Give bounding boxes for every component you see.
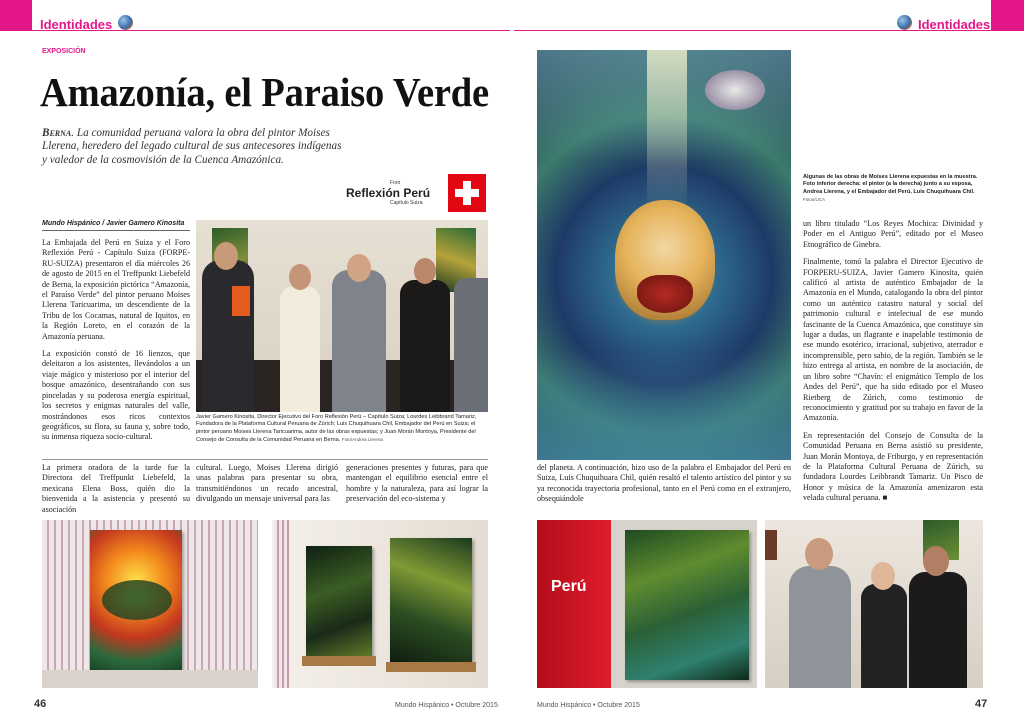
byline-rule	[42, 230, 190, 231]
paragraph: Finalmente, tomó la palabra el Director Ejecutivo de FORPERU-SUIZA, Javier Gamero Kinosita, quién calificó al artista de auténtico Embajador de la Amazonía en el Mundo, catalogando la obra del pintor como un auténtico catastro natural y social del patrimonio cultural e intelectual de ese mundo fascinante de la Cuenca Amazónica, que constituye sin lugar a dudas, un flagrante e inapelable testimonio de ese mundo esotérico, irracional, subjetivo, aterrador e incomprensible, pero sabio, de la región. También se le hizo entrega al artista, en nombre de la asociación, de un libro sobre “Chavín: el enigmático Templo de los Andes del Perú”, que ha sido editado por el Museo Rietberg de Zúrich, como testimonio de reconocimiento y gratitud por su trabajo en favor de la Amazonía.	[803, 257, 983, 423]
lead-paragraph	[42, 127, 342, 167]
kicker: EXPOSICIÓN	[42, 48, 86, 55]
page-number-right: 47	[975, 698, 988, 710]
left-bottom-col-c: generaciones presentes y futuras, para que mantengan el equilibrio esencial entre el hombre y la naturaleza, para así lograr la preservación del eco-sistema y	[346, 463, 488, 504]
forum-logo	[330, 172, 490, 212]
left-bottom-col-b: cultural. Luego, Moises Llerena dirigió unas palabras para presentar su obra, transmitiéndonos un recado ancestral, divulgando un mensaje universal para las	[196, 463, 338, 504]
right-section-tab	[991, 0, 1024, 31]
globe-icon	[118, 15, 133, 30]
left-section-tab	[0, 0, 32, 31]
right-bottom-col-d: del planeta. A continuación, hizo uso de la palabra el Embajador del Perú en Suiza, Luis Chuquihuara Chil, quién resaltó el talento artístico del pintor y su ya reconocida trayectoria profesional, tanto en el Perú como en el extranjero, obsequiándole	[537, 463, 791, 504]
paragraph: La Embajada del Perú en Suiza y el Foro Reflexión Perú - Capítulo Suiza (FORPE-RU-SUIZA) presentaron el día miércoles 26 de agosto de 2015 en el Treffpunkt Liebefeld de Berna, la exposición pictórica “Amazonía, el Paraíso Verde” del pintor peruano Moises Llerena Taricuarima, un descendiente de la Tribu de los Cocamas, natural de Iquitos, en la Región Loreto, en el corazón de la Amazonía peruana.	[42, 238, 190, 341]
article-title: Amazonía, el Paraiso Verde	[40, 69, 489, 115]
peru-banner-photo	[537, 520, 757, 688]
paragraph: En representación del Consejo de Consulta de la Comunidad Peruana en Berna asistió su presidente, Juan Morán Montoya, de Friburgo, y en representación de la Plataforma Cultural Peruana de Zúrich, su fundadora Lourdes Leibbrandt Tamariz. Un Pisco de Honor y música de la Amazonía amenizaron esta velada cultural peruana. ■	[803, 430, 983, 503]
left-section-label: Identidades	[40, 17, 113, 32]
artist-group-photo	[765, 520, 983, 688]
lead-text: . La comunidad peruana valora la obra del pintor Moises Llerena, heredero del legado cultural de sus antecesores indígenas y valedor de la cosmovisión de la Cuenca Amazónica.	[42, 127, 342, 166]
right-photo-caption	[803, 174, 983, 205]
group-photo	[196, 220, 488, 412]
painting-photo-sunset	[42, 520, 258, 688]
right-section-label: Identidades	[918, 17, 991, 32]
left-bottom-col-a: La primera oradora de la tarde fue la Directora del Treffpunkt Liebefeld, la mexicana Elena Boss, quién dio la bienvenida a la asistencia y presentó su asociación	[42, 463, 190, 514]
paragraph: La exposición constó de 16 lienzos, que deleitaron a los asistentes, llevándolos a un viaje mágico y misterioso por el interior del bosque amazónico, desentrañando con sus pinceladas y su poderosa energía espiritual, los secretos y enigmas naturales del valle, mostrándonos esos ricos contextos geográficos, su flora, su fauna y, sobre todo, su inmensa riqueza socio-cultural.	[42, 349, 190, 442]
logo-top-text: Foro	[390, 180, 401, 186]
globe-icon	[897, 15, 912, 30]
lead-place: Berna	[42, 127, 72, 139]
footer-right: Mundo Hispánico • Octubre 2015	[537, 702, 640, 709]
right-column	[803, 219, 983, 511]
logo-name: Reflexión Perú	[346, 186, 431, 200]
swiss-flag-icon	[448, 174, 486, 212]
caption-credit: Foto/Andrea Llerena	[341, 437, 383, 443]
footer-left: Mundo Hispánico • Octubre 2015	[395, 702, 498, 709]
caption-credit: Fotos/UCA	[803, 197, 826, 203]
paragraph: un libro titulado “Los Reyes Mochica: Divinidad y Poder en el Antiguo Perú”, editado por el Museo Etnográfico de Ginebra.	[803, 219, 983, 249]
column-rule	[42, 459, 488, 460]
peru-brand-text: Perú	[551, 578, 587, 595]
byline: Mundo Hispánico / Javier Gamero Kinosita	[42, 220, 185, 227]
painting-photo-forest	[272, 520, 488, 688]
jaguar-painting-photo	[537, 50, 791, 460]
caption-text: Algunas de las obras de Moises Llerena expuestas en la muestra. Foto inferior derecha: el pintor (a la derecha) junto a su esposa, Andrea Llerena, y el Embajador del Perú, Luis Chuquihuara Chil.	[803, 174, 978, 195]
left-column-1	[42, 238, 190, 450]
logo-sub: Capítulo Suiza	[390, 200, 423, 206]
page-number-left: 46	[34, 698, 47, 710]
group-photo-caption	[196, 414, 488, 445]
caption-text: Javier Gamero Kinosita, Director Ejecutivo del Foro Reflexión Perú – Capítulo Suiza; Lourdes Leibbrand Tamariz, Fundadora de la Plataforma Cultural Peruana de Zúrich; Luis Chuquihuara Chil, Embajador del Perú en Suiza; el pintor peruano Moises Llerena Taricuarima, autor de las obras expuestas; y Juan Morán Montoya, Presidente del Consejo de Consulta de la Comunidad Peruana en Berna.	[196, 414, 477, 444]
